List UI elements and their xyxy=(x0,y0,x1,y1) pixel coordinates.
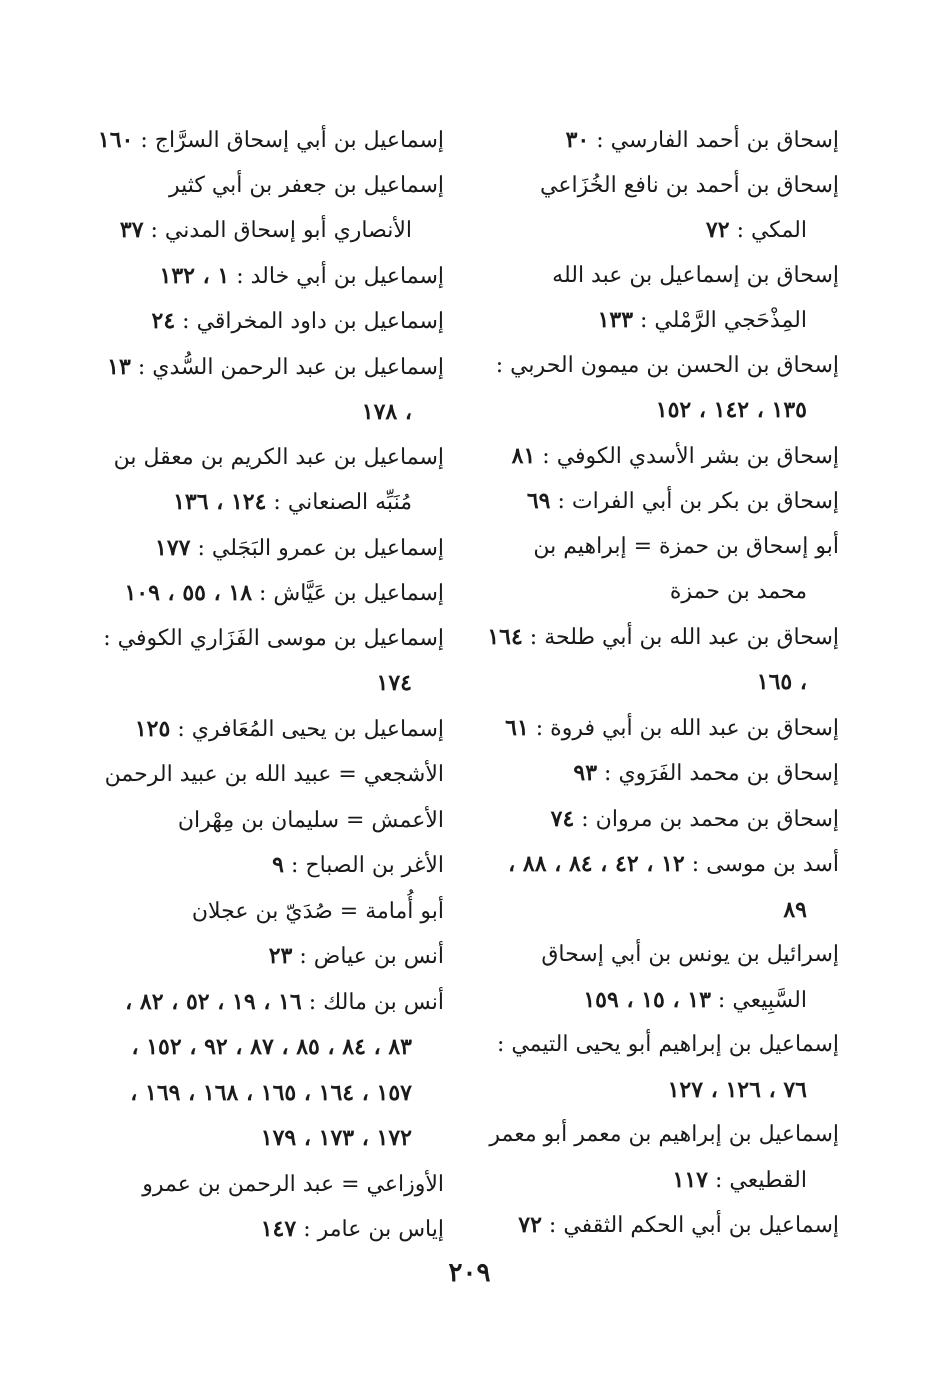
index-entry xyxy=(94,798,444,844)
entry-page-refs: ١١٧ xyxy=(672,1166,708,1193)
index-entry xyxy=(479,751,839,797)
index-entry xyxy=(94,752,444,798)
entry-name: أسد بن موسى : xyxy=(691,852,839,877)
entry-name: إسحاق بن عبد الله بن أبي طلحة : xyxy=(529,624,839,650)
entry-page-refs: ١٤٧ xyxy=(260,1216,297,1242)
entry-name: إسماعيل بن عبد الكريم بن معقل بن مُنَبِّه الصنعاني : xyxy=(113,444,444,515)
index-entry xyxy=(479,1023,839,1113)
entry-page-refs: ٢٣ xyxy=(268,943,293,969)
entry-name: إسماعيل بن أبي إسحاق السرَّاج : xyxy=(140,128,444,153)
entry-name: إسحاق بن أحمد الفارسي : xyxy=(596,128,839,153)
index-entry xyxy=(94,934,444,980)
entry-name: إسماعيل بن إبراهيم بن معمر أبو معمر القطيعي : xyxy=(489,1122,839,1193)
index-entry xyxy=(479,1113,839,1203)
entry-page-refs: ٦١ xyxy=(505,714,529,741)
entry-name: إسحاق بن الحسن بن ميمون الحربي : xyxy=(495,352,839,378)
index-entry xyxy=(94,254,444,300)
entry-name: إسماعيل بن عَيَّاش : xyxy=(259,581,444,606)
index-entry xyxy=(479,434,839,480)
index-entry xyxy=(479,842,839,933)
index-entry xyxy=(479,1203,839,1249)
entry-name: إسماعيل بن إبراهيم أبو يحيى التيمي : xyxy=(496,1032,839,1057)
entry-page-refs: ١٦٠ xyxy=(97,127,134,153)
index-entry xyxy=(479,479,839,525)
entry-name: إسحاق بن عبد الله بن أبي فروة : xyxy=(535,715,839,741)
entry-page-refs: ١ ، ١٣٢ xyxy=(159,262,230,289)
entry-page-refs: ١٦ ، ١٩ ، ٥٢ ، ٨٢ ، ٨٣ ، ٨٤ ، ٨٥ ، ٨٧ ، ٩٢ ، ١٥٢ ، ١٥٧ ، ١٦٤ ، ١٦٥ ، ١٦٨ ، ١٦٩ ، ١٧٢ ، ١٧٣ ، ١٧٩ xyxy=(125,988,412,1151)
entry-name: إسحاق بن أحمد بن نافع الخُزَاعي المكي : xyxy=(540,172,839,243)
index-column-left xyxy=(94,118,444,1253)
entry-name: الأغر بن الصباح : xyxy=(290,853,444,878)
index-entry xyxy=(479,254,839,344)
index-entry xyxy=(94,345,444,436)
index-entry xyxy=(479,797,839,843)
entry-page-refs: ١٨ ، ٥٥ ، ١٠٩ xyxy=(124,580,253,606)
entry-page-refs: ١٢٤ ، ١٣٦ xyxy=(173,489,267,515)
entry-page-refs: ١٧٤ xyxy=(376,670,412,696)
entry-page-refs: ١٢٥ xyxy=(134,715,171,742)
entry-page-refs: ١٦٤ ، ١٦٥ xyxy=(487,623,807,695)
entry-name: إسماعيل بن موسى الفَزَاري الكوفي : xyxy=(103,625,444,651)
index-entry xyxy=(94,571,444,617)
entry-page-refs: ٧٤ xyxy=(550,805,575,832)
index-entry xyxy=(94,707,444,753)
entry-name: أبو إسحاق بن حمزة = إبراهيم بن محمد بن حمزة xyxy=(533,533,839,604)
entry-page-refs: ١٣ ، ١٧٨ xyxy=(107,353,412,425)
entry-name: أنس بن مالك : xyxy=(308,989,444,1015)
index-entry xyxy=(479,525,839,615)
entry-page-refs: ١٣٥ ، ١٤٢ ، ١٥٢ xyxy=(655,397,807,423)
index-entry xyxy=(94,1207,444,1253)
entry-name: إياس بن عامر : xyxy=(303,1217,444,1242)
entry-name: إسحاق بن محمد الفَرَوي : xyxy=(604,761,839,786)
entry-page-refs: ١٢ ، ٤٢ ، ٨٤ ، ٨٨ ، ٨٩ xyxy=(508,851,807,923)
page-number: ٢٠٩ xyxy=(448,1258,491,1288)
entry-page-refs: ٧٢ xyxy=(518,1212,542,1238)
entry-name: إسماعيل بن أبي الحكم الثقفي : xyxy=(548,1213,839,1238)
index-entry xyxy=(94,843,444,889)
entry-name: الأعمش = سليمان بن مِهْران xyxy=(177,807,444,833)
index-entry xyxy=(94,118,444,164)
entry-name: إسماعيل بن أبي خالد : xyxy=(236,263,444,289)
index-entry xyxy=(94,436,444,526)
entry-name: إسماعيل بن جعفر بن أبي كثير الأنصاري أبو إسحاق المدني : xyxy=(150,172,444,243)
index-entry xyxy=(479,118,839,164)
entry-name: أنس بن عياض : xyxy=(299,944,444,969)
entry-name: إسماعيل بن يحيى المُعَافري : xyxy=(177,716,444,742)
entry-name: إسحاق بن إسماعيل بن عبد الله المِذْحَجي الرَّمْلي : xyxy=(552,262,839,333)
entry-page-refs: ٨١ xyxy=(511,442,536,469)
entry-name: الأشجعي = عبيد الله بن عبيد الرحمن xyxy=(104,762,444,787)
entry-name: أبو أُمامة = صُدَيّ بن عجلان xyxy=(191,898,444,924)
index-column-right xyxy=(479,118,839,1249)
entry-page-refs: ٢٤ xyxy=(151,308,176,334)
entry-page-refs: ٧٦ ، ١٢٦ ، ١٢٧ xyxy=(667,1076,807,1103)
entry-page-refs: ٣٧ xyxy=(119,217,144,243)
entry-name: إسماعيل بن عبد الرحمن السُّدي : xyxy=(137,354,444,380)
entry-page-refs: ٧٢ xyxy=(705,217,730,243)
entry-name: إسماعيل بن داود المخراقي : xyxy=(182,309,444,334)
index-entry xyxy=(479,164,839,254)
entry-page-refs: ١٧٧ xyxy=(155,534,191,561)
entry-name: إسحاق بن بكر بن أبي الفرات : xyxy=(557,489,839,514)
entry-page-refs: ٣٠ xyxy=(565,127,590,153)
index-entry xyxy=(94,164,444,254)
entry-name: إسحاق بن محمد بن مروان : xyxy=(581,806,839,832)
entry-name: إسحاق بن بشر الأسدي الكوفي : xyxy=(542,443,839,469)
index-entry xyxy=(479,933,839,1023)
index-entry xyxy=(479,344,839,434)
entry-name: إسرائيل بن يونس بن أبي إسحاق السَّبِيعي : xyxy=(541,942,839,1013)
entry-page-refs: ١٣ ، ١٥ ، ١٥٩ xyxy=(583,986,711,1013)
index-entry xyxy=(479,706,839,752)
entry-page-refs: ٩٣ xyxy=(573,760,598,786)
index-entry xyxy=(94,299,444,345)
index-entry xyxy=(479,615,839,706)
entry-page-refs: ٦٩ xyxy=(526,488,551,514)
entry-name: الأوزاعي = عبد الرحمن بن عمرو xyxy=(142,1171,444,1197)
entry-name: إسماعيل بن عمرو البَجَلي : xyxy=(197,535,444,561)
index-entry xyxy=(94,889,444,935)
index-entry xyxy=(94,526,444,572)
entry-page-refs: ١٣٣ xyxy=(597,307,634,333)
index-entry xyxy=(94,1162,444,1208)
index-entry xyxy=(94,980,444,1162)
index-entry xyxy=(94,617,444,707)
entry-page-refs: ٩ xyxy=(272,852,284,878)
